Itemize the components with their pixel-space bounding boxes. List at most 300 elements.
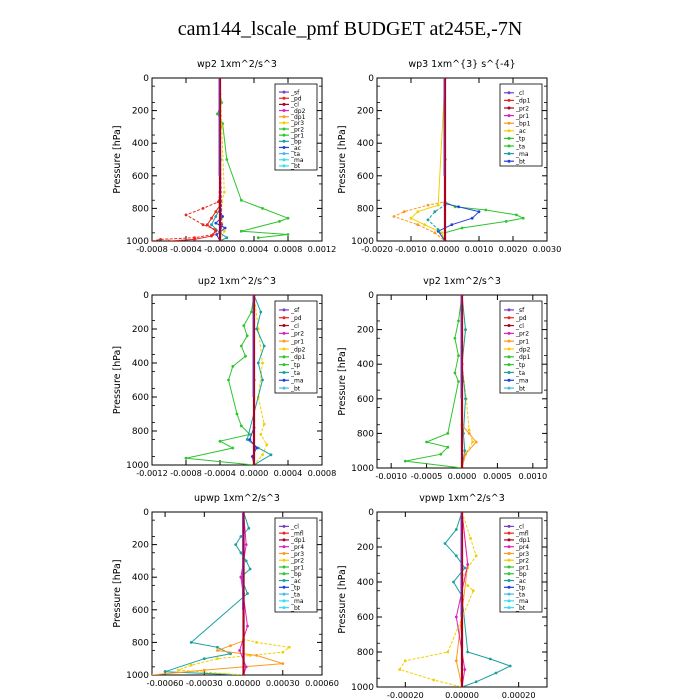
x-tick-label: 0.00000 <box>445 690 479 700</box>
legend-label: _pr2 <box>291 557 305 565</box>
y-tick-label: 200 <box>356 106 374 117</box>
data-point <box>446 651 449 654</box>
y-axis-label: Pressure [hPa] <box>112 345 123 415</box>
data-point <box>244 355 247 358</box>
data-point <box>464 397 467 400</box>
legend-marker <box>508 559 511 562</box>
legend-label: _ma <box>291 377 304 385</box>
data-point <box>410 217 413 220</box>
data-point <box>433 210 436 213</box>
data-point <box>489 658 492 661</box>
legend-marker <box>508 160 511 163</box>
data-point <box>238 649 241 652</box>
data-point <box>240 230 243 233</box>
y-tick-label: 400 <box>356 578 374 588</box>
legend-label: _cl <box>516 90 524 98</box>
data-point <box>225 236 228 239</box>
x-tick-label: 0.0000 <box>239 468 269 478</box>
data-point <box>214 222 217 225</box>
x-tick-label: -0.0008 <box>170 468 202 478</box>
legend-marker <box>283 324 286 327</box>
data-point <box>234 543 237 546</box>
legend-marker <box>283 525 286 528</box>
data-point <box>257 362 260 365</box>
legend-label: _bp1 <box>516 120 531 128</box>
data-point <box>231 365 234 368</box>
data-point <box>475 554 478 557</box>
x-tick-label: -0.0004 <box>204 468 236 478</box>
data-point <box>444 542 447 545</box>
data-point <box>455 554 458 557</box>
data-point <box>263 345 266 348</box>
data-point <box>215 233 218 236</box>
legend-label: _pr1 <box>516 564 530 572</box>
legend-label: _sf <box>516 307 525 315</box>
y-tick-label: 400 <box>356 139 374 150</box>
series-group <box>151 77 290 243</box>
legend-marker <box>508 379 511 382</box>
data-point <box>190 641 193 644</box>
data-point <box>259 433 262 436</box>
y-tick-label: 200 <box>356 325 374 336</box>
legend <box>275 518 317 612</box>
legend-label: _dp1 <box>516 537 531 545</box>
data-point <box>278 220 281 223</box>
series-line-pr2 <box>394 78 445 241</box>
x-tick-label: 0.0010 <box>518 471 548 481</box>
legend-label: _pd <box>516 315 527 323</box>
legend-marker <box>508 538 511 541</box>
data-point <box>522 217 525 220</box>
legend-label: _pd <box>291 95 302 103</box>
legend-marker <box>283 355 286 358</box>
data-point <box>240 535 243 538</box>
legend-marker <box>508 355 511 358</box>
y-tick-label: 600 <box>356 394 374 405</box>
legend <box>275 301 317 393</box>
data-point <box>255 328 258 331</box>
series-line-pr1 <box>178 512 289 675</box>
series-line-dp1 <box>405 295 462 468</box>
x-tick-label: -0.0012 <box>136 468 168 478</box>
x-tick-label: 0.00060 <box>305 678 339 688</box>
x-tick-label: 0.00020 <box>501 690 536 700</box>
legend-label: _bt <box>516 158 526 166</box>
data-point <box>505 220 508 223</box>
data-point <box>240 345 243 348</box>
y-tick-label: 800 <box>131 204 149 215</box>
legend-marker <box>283 97 286 100</box>
legend-label: _sf <box>291 307 300 315</box>
data-point <box>261 362 264 365</box>
data-point <box>223 191 226 194</box>
legend-label: _pr2 <box>516 105 530 113</box>
data-point <box>484 209 487 212</box>
y-tick-label: 400 <box>131 359 149 369</box>
data-point <box>455 616 458 619</box>
legend-label: _ta <box>516 143 526 151</box>
data-point <box>246 334 249 337</box>
chart-panel-2 <box>112 276 336 478</box>
legend-marker <box>283 340 286 343</box>
data-point <box>288 646 291 649</box>
data-point <box>463 668 466 671</box>
data-point <box>240 199 243 202</box>
x-tick-label: 0.0000 <box>447 471 477 481</box>
data-point <box>246 592 249 595</box>
x-tick-label: 0.0004 <box>239 244 269 254</box>
data-point <box>249 568 252 571</box>
legend-marker <box>508 91 511 94</box>
legend-label: _pr2 <box>516 557 530 565</box>
legend-marker <box>508 316 511 319</box>
y-tick-label: 600 <box>356 171 374 182</box>
chart-title: up2 1xm^2/s^3 <box>197 276 277 287</box>
data-point <box>446 446 449 449</box>
legend-marker <box>508 593 511 596</box>
series-line-dp1 <box>186 295 254 465</box>
data-point <box>263 423 266 426</box>
data-point <box>177 669 180 672</box>
legend-marker <box>283 566 286 569</box>
data-point <box>398 668 401 671</box>
data-point <box>203 657 206 660</box>
legend-marker <box>283 572 286 575</box>
legend-label: _sf <box>291 89 300 97</box>
legend-marker <box>508 152 511 155</box>
data-point <box>515 214 518 217</box>
series-group <box>404 294 478 470</box>
data-point <box>185 457 188 460</box>
legend-marker <box>283 538 286 541</box>
legend-marker <box>508 107 511 110</box>
data-point <box>468 429 471 432</box>
legend-label: _bp <box>516 571 527 579</box>
data-point <box>427 204 430 207</box>
x-tick-label: 0.0000 <box>430 244 460 254</box>
x-tick-label: 0.0020 <box>498 244 528 254</box>
legend-label: _dp2 <box>291 107 306 115</box>
legend-marker <box>283 348 286 351</box>
data-point <box>457 380 460 383</box>
data-point <box>281 662 284 665</box>
data-point <box>245 666 248 669</box>
legend-label: _pr4 <box>516 543 530 551</box>
legend-label: _pr4 <box>291 543 305 551</box>
legend-marker <box>283 606 286 609</box>
y-axis-label: Pressure [hPa] <box>112 125 123 194</box>
legend-label: _pr3 <box>291 120 305 128</box>
legend <box>500 518 542 612</box>
y-axis-label: Pressure [hPa] <box>337 347 348 416</box>
chart-title: wp3 1xm^{3} s^{-4} <box>408 59 516 70</box>
legend-label: _cl <box>291 322 299 330</box>
x-tick-label: 0.0008 <box>273 244 303 254</box>
data-point <box>425 441 428 444</box>
y-axis-label: Pressure [hPa] <box>112 559 123 628</box>
legend-label: _pr1 <box>516 112 530 120</box>
data-point <box>433 231 436 234</box>
data-point <box>190 664 193 667</box>
data-point <box>471 217 474 220</box>
series-line-dp1 <box>411 78 445 241</box>
y-tick-label: 1000 <box>351 464 374 474</box>
legend-label: _pr2 <box>291 330 305 338</box>
data-point <box>509 665 512 668</box>
x-tick-label: -0.0000 <box>204 244 236 254</box>
legend-marker <box>283 332 286 335</box>
legend-marker <box>283 545 286 548</box>
legend-marker <box>508 566 511 569</box>
data-point <box>461 227 464 230</box>
legend-marker <box>508 114 511 117</box>
legend-label: _pd <box>291 315 302 323</box>
legend-marker <box>508 599 511 602</box>
data-point <box>151 240 154 243</box>
legend-marker <box>283 109 286 112</box>
data-point <box>475 680 478 683</box>
legend-marker <box>508 340 511 343</box>
legend-marker <box>508 387 511 390</box>
data-point <box>231 447 234 450</box>
legend-label: _ta <box>291 369 301 377</box>
legend-label: _cl <box>291 523 299 531</box>
y-tick-label: 600 <box>131 171 149 182</box>
legend-marker <box>283 599 286 602</box>
x-tick-label: 0.0012 <box>307 244 337 254</box>
legend-marker <box>283 308 286 311</box>
legend-marker <box>508 572 511 575</box>
data-point <box>246 438 249 441</box>
data-point <box>242 324 245 327</box>
legend-marker <box>283 363 286 366</box>
data-point <box>240 425 243 428</box>
data-point <box>450 223 453 226</box>
legend <box>500 301 542 393</box>
series-group <box>185 294 273 467</box>
chart-title: vp2 1xm^2/s^3 <box>423 276 501 287</box>
legend-marker <box>508 324 511 327</box>
legend-marker <box>508 545 511 548</box>
x-tick-label: 0.0005 <box>483 471 512 481</box>
legend-label: _mfl <box>291 530 304 538</box>
legend-marker <box>283 158 286 161</box>
data-point <box>455 528 458 531</box>
legend-label: _pr3 <box>516 550 530 558</box>
data-point <box>210 217 213 220</box>
legend-label: _pr2 <box>291 126 305 134</box>
legend-marker <box>508 145 511 148</box>
data-point <box>457 320 460 323</box>
legend-marker <box>508 332 511 335</box>
x-tick-label: 0.0004 <box>273 468 303 478</box>
legend-marker <box>283 152 286 155</box>
data-point <box>229 652 232 655</box>
chart-title: upwp 1xm^2/s^3 <box>194 493 280 504</box>
data-point <box>466 563 469 566</box>
data-point <box>457 354 460 357</box>
data-point <box>287 233 290 236</box>
legend-marker <box>283 371 286 374</box>
data-point <box>466 584 469 587</box>
y-tick-label: 400 <box>131 139 149 150</box>
data-point <box>469 537 472 540</box>
data-point <box>404 659 407 662</box>
legend-label: _ta <box>291 591 301 599</box>
legend-marker <box>508 532 511 535</box>
legend-label: _ma <box>291 598 304 606</box>
data-point <box>216 646 219 649</box>
data-point <box>261 453 264 456</box>
legend-marker <box>283 379 286 382</box>
data-point <box>423 223 426 226</box>
y-tick-label: 0 <box>143 508 149 518</box>
legend-marker <box>283 146 286 149</box>
legend-label: _pr1 <box>516 338 530 346</box>
chart-panel-5 <box>337 493 547 700</box>
data-point <box>216 657 219 660</box>
legend-label: _bt <box>291 385 301 393</box>
legend-label: _dp1 <box>291 537 306 545</box>
data-point <box>255 447 258 450</box>
data-point <box>475 441 478 444</box>
legend-label: _ma <box>516 377 529 385</box>
x-tick-label: -0.0004 <box>170 244 202 254</box>
legend-marker <box>283 579 286 582</box>
data-point <box>227 379 230 382</box>
legend <box>275 84 317 170</box>
data-point <box>463 567 466 570</box>
legend-label: _bt <box>291 604 301 612</box>
chart-title: wp2 1xm^2/s^3 <box>197 59 277 70</box>
data-point <box>225 158 228 161</box>
data-point <box>471 441 474 444</box>
chart-panel-3 <box>337 276 547 481</box>
legend-label: _dp2 <box>291 346 306 354</box>
legend-marker <box>508 308 511 311</box>
legend-marker <box>283 128 286 131</box>
legend-label: _cl <box>291 101 299 109</box>
data-point <box>495 672 498 675</box>
data-point <box>437 204 440 207</box>
y-tick-label: 200 <box>131 325 149 335</box>
legend-marker <box>508 552 511 555</box>
data-point <box>246 625 249 628</box>
data-point <box>164 670 167 673</box>
y-tick-label: 600 <box>131 393 149 403</box>
data-point <box>206 223 209 226</box>
data-point <box>265 443 268 446</box>
legend-marker <box>283 91 286 94</box>
data-point <box>240 551 243 554</box>
legend-marker <box>508 122 511 125</box>
series-group <box>151 511 291 677</box>
legend-label: _ma <box>516 598 529 606</box>
y-tick-label: 1000 <box>351 683 374 693</box>
x-tick-label: 0.00000 <box>226 678 261 688</box>
y-tick-label: 1000 <box>351 237 374 247</box>
legend-label: _pr1 <box>291 564 305 572</box>
data-point <box>287 217 290 220</box>
y-tick-label: 800 <box>131 638 149 649</box>
legend-label: _dp2 <box>516 346 531 354</box>
data-point <box>464 328 467 331</box>
data-point <box>214 210 217 213</box>
data-point <box>464 453 467 456</box>
data-point <box>454 372 457 375</box>
data-point <box>439 453 442 456</box>
y-tick-label: 200 <box>131 540 149 551</box>
x-tick-label: -0.0020 <box>361 244 393 254</box>
data-point <box>281 651 284 654</box>
legend-label: _ta <box>516 369 526 377</box>
legend-marker <box>508 525 511 528</box>
data-point <box>261 207 264 210</box>
series-line-dp2 <box>169 78 220 241</box>
legend-marker <box>283 115 286 118</box>
data-point <box>404 460 407 463</box>
y-tick-label: 0 <box>368 291 374 301</box>
data-point <box>248 438 251 441</box>
y-tick-label: 0 <box>143 74 149 84</box>
data-point <box>416 210 419 213</box>
legend-label: _bp <box>291 138 302 146</box>
legend-label: _ac <box>516 577 526 585</box>
legend-marker <box>283 593 286 596</box>
y-tick-label: 800 <box>356 204 374 215</box>
chart-title: vpwp 1xm^2/s^3 <box>419 493 505 504</box>
legend-label: _pr1 <box>291 338 305 346</box>
data-point <box>416 223 419 226</box>
y-tick-label: 400 <box>131 573 149 584</box>
data-point <box>245 543 248 546</box>
data-point <box>219 440 222 443</box>
y-tick-label: 400 <box>356 360 374 371</box>
legend-label: _dp1 <box>516 354 531 362</box>
series-line-tp <box>165 512 250 675</box>
data-point <box>466 651 469 654</box>
data-point <box>259 311 262 314</box>
legend-label: _tp <box>516 584 526 592</box>
data-point <box>210 223 213 226</box>
legend-label: _mfl <box>516 530 529 538</box>
legend-marker <box>283 134 286 137</box>
y-tick-label: 0 <box>368 508 374 518</box>
legend-label: _ta <box>516 591 526 599</box>
data-point <box>468 432 471 435</box>
x-tick-label: -0.0010 <box>375 471 407 481</box>
data-point <box>403 210 406 213</box>
data-point <box>427 218 430 221</box>
legend-marker <box>283 121 286 124</box>
x-tick-label: -0.00030 <box>185 678 223 688</box>
y-tick-label: 600 <box>131 605 149 616</box>
legend-label: _bt <box>516 604 526 612</box>
legend-label: _cl <box>516 523 524 531</box>
data-point <box>270 453 273 456</box>
y-tick-label: 800 <box>131 427 149 437</box>
legend-label: _bt <box>516 385 526 393</box>
y-tick-label: 800 <box>356 648 374 658</box>
legend-label: _tp <box>291 361 301 369</box>
legend-marker <box>283 586 286 589</box>
x-tick-label: -0.0010 <box>395 244 427 254</box>
legend-label: _pr3 <box>291 550 305 558</box>
legend-label: _dp1 <box>516 97 531 105</box>
data-point <box>210 235 213 238</box>
x-tick-label: 0.0030 <box>532 244 562 254</box>
legend-label: _dp1 <box>291 354 306 362</box>
